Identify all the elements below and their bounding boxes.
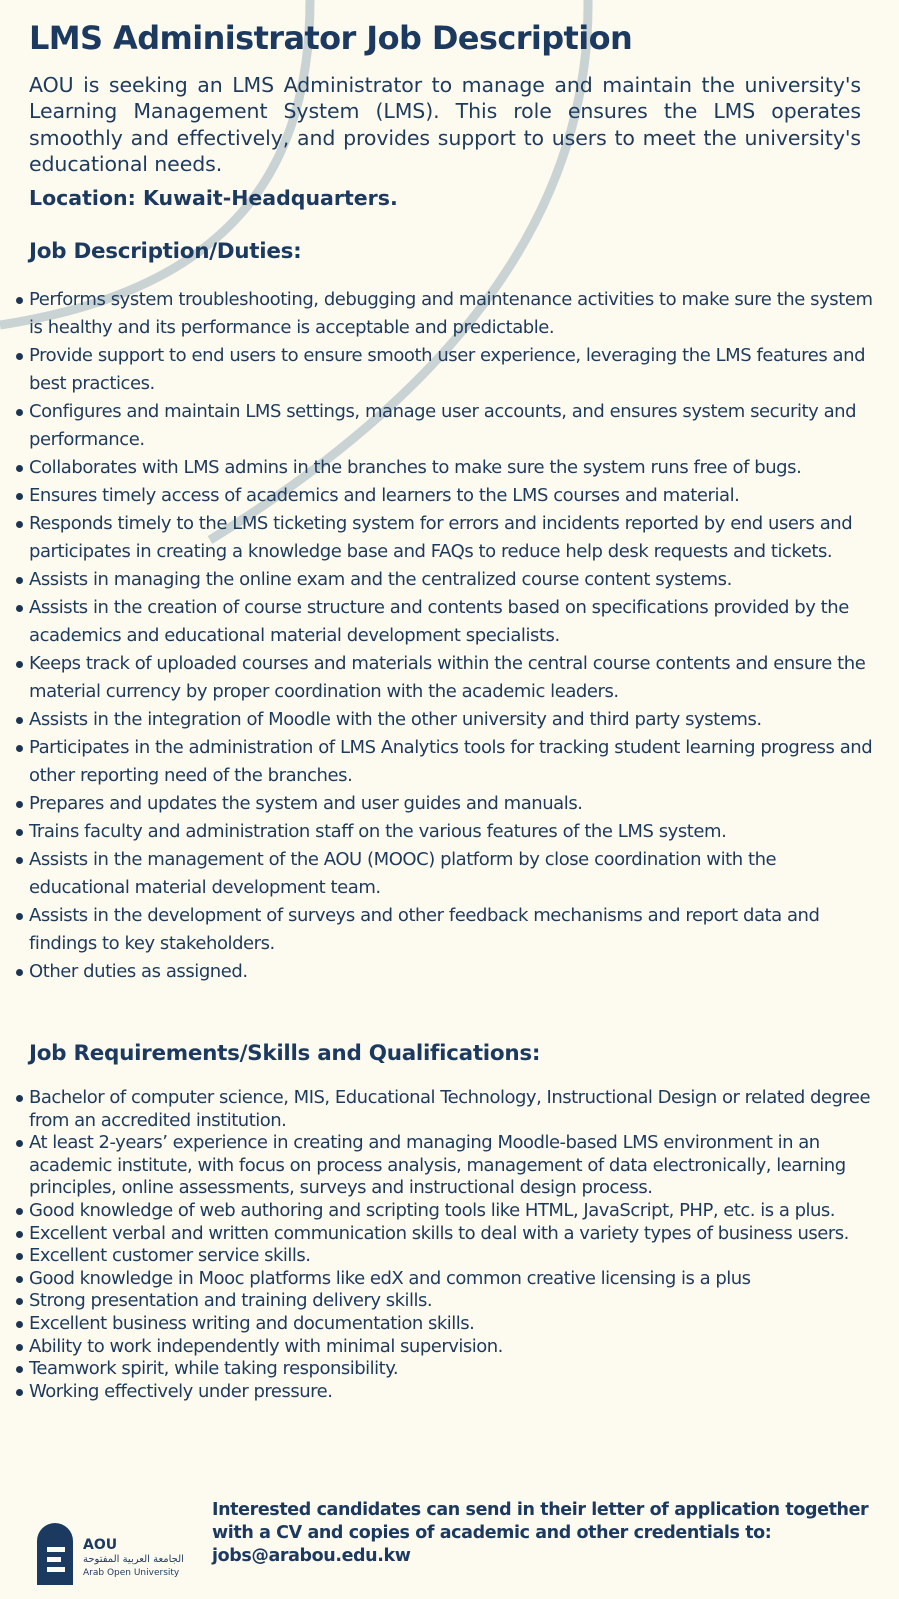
application-instructions: Interested candidates can send in their letter of application together with a CV and copies of academic and other credentials to: jobs@arabou.edu.kw — [212, 1500, 869, 1566]
requirement-text: Strong presentation and training delivery skills. — [29, 1290, 433, 1312]
list-item — [0, 482, 880, 510]
list-item — [0, 790, 880, 818]
list-item — [0, 398, 880, 454]
bullet-icon — [16, 913, 23, 920]
list-item — [0, 650, 880, 706]
list-item — [0, 342, 880, 398]
list-item — [0, 286, 880, 342]
bullet-icon — [16, 829, 23, 836]
duty-text: Configures and maintain LMS settings, manage user accounts, and ensures system security and performance. — [29, 401, 857, 450]
list-item — [0, 1132, 886, 1200]
list-item — [0, 1313, 886, 1336]
bullet-icon — [16, 1366, 23, 1373]
requirement-text: Working effectively under pressure. — [29, 1380, 333, 1402]
duty-text: Assists in the development of surveys and other feedback mechanisms and report data and findings to key stakeholders. — [29, 905, 820, 954]
list-item — [0, 594, 880, 650]
requirement-text: Excellent verbal and written communication skills to deal with a variety types of business users. — [29, 1222, 849, 1244]
bullet-icon — [16, 409, 23, 416]
requirements-list — [0, 1087, 886, 1403]
bullet-icon — [16, 297, 23, 304]
bullet-icon — [16, 1253, 23, 1260]
aou-logo — [37, 1523, 187, 1585]
list-item — [0, 1381, 886, 1404]
duties-list — [0, 286, 880, 986]
duty-text: Provide support to end users to ensure smooth user experience, leveraging the LMS features and best practices. — [29, 345, 866, 394]
list-item — [0, 958, 880, 986]
duty-text: Participates in the administration of LMS Analytics tools for tracking student learning progress and other reporting need of the branches. — [29, 737, 873, 786]
bullet-icon — [16, 1208, 23, 1215]
list-item — [0, 734, 880, 790]
bullet-icon — [16, 521, 23, 528]
bullet-icon — [16, 1231, 23, 1238]
bullet-icon — [16, 353, 23, 360]
list-item — [0, 1200, 886, 1223]
bullet-icon — [16, 1298, 23, 1305]
bullet-icon — [16, 577, 23, 584]
bullet-icon — [16, 857, 23, 864]
duty-text: Assists in the management of the AOU (MOOC) platform by close coordination with the educational material development team. — [29, 849, 777, 898]
requirement-text: Excellent business writing and documentation skills. — [29, 1312, 475, 1334]
duty-text: Assists in the creation of course structure and contents based on specifications provided by the academics and educational material development specialists. — [29, 597, 849, 646]
duty-text: Ensures timely access of academics and learners to the LMS courses and material. — [29, 485, 740, 506]
list-item — [0, 1223, 886, 1246]
bullet-icon — [16, 1276, 23, 1283]
page-title: LMS Administrator Job Description — [29, 19, 633, 57]
list-item — [0, 846, 880, 902]
list-item — [0, 566, 880, 594]
list-item — [0, 1358, 886, 1381]
bullet-icon — [16, 1321, 23, 1328]
logo-arabic-name: الجامعة العربية المفتوحة — [83, 1554, 184, 1565]
duty-text: Responds timely to the LMS ticketing system for errors and incidents reported by end users and participates in creating a knowledge base and FAQs to reduce help desk requests and tickets. — [29, 513, 853, 562]
duty-text: Keeps track of uploaded courses and materials within the central course contents and ensure the material currency by proper coordination with the academic leaders. — [29, 653, 866, 702]
logo-abbreviation: AOU — [83, 1537, 118, 1553]
bullet-icon — [16, 1344, 23, 1351]
requirement-text: Good knowledge of web authoring and scripting tools like HTML, JavaScript, PHP, etc. is a plus. — [29, 1199, 836, 1221]
bullet-icon — [16, 717, 23, 724]
bullet-icon — [16, 1095, 23, 1102]
duties-heading: Job Description/Duties: — [29, 239, 302, 264]
duty-text: Other duties as assigned. — [29, 961, 248, 982]
requirements-heading: Job Requirements/Skills and Qualifications: — [29, 1041, 541, 1066]
requirement-text: Bachelor of computer science, MIS, Educational Technology, Instructional Design or related degree from an accredited institution. — [29, 1087, 871, 1131]
bullet-icon — [16, 801, 23, 808]
bullet-icon — [16, 465, 23, 472]
bullet-icon — [16, 661, 23, 668]
list-item — [0, 1336, 886, 1359]
list-item — [0, 1268, 886, 1291]
duty-text: Assists in the integration of Moodle with the other university and third party systems. — [29, 709, 762, 730]
requirement-text: At least 2-years’ experience in creating and managing Moodle-based LMS environment in an academic institute, with focus on process analysis, management of data electronically, learning principles, online assessments, surveys and instructional design process. — [29, 1132, 846, 1199]
list-item — [0, 1290, 886, 1313]
list-item — [0, 902, 880, 958]
bullet-icon — [16, 745, 23, 752]
bullet-icon — [16, 1389, 23, 1396]
duty-text: Prepares and updates the system and user guides and manuals. — [29, 793, 583, 814]
logo-english-name: Arab Open University — [83, 1568, 180, 1578]
requirement-text: Excellent customer service skills. — [29, 1245, 311, 1267]
requirement-text: Ability to work independently with minimal supervision. — [29, 1335, 503, 1357]
list-item — [0, 454, 880, 482]
list-item — [0, 1087, 886, 1132]
list-item — [0, 1245, 886, 1268]
aou-logo-icon — [37, 1523, 77, 1585]
duty-text: Assists in managing the online exam and the centralized course content systems. — [29, 569, 732, 590]
requirement-text: Teamwork spirit, while taking responsibility. — [29, 1358, 399, 1380]
list-item — [0, 706, 880, 734]
bullet-icon — [16, 969, 23, 976]
bullet-icon — [16, 1140, 23, 1147]
requirement-text: Good knowledge in Mooc platforms like edX and common creative licensing is a plus — [29, 1267, 751, 1289]
location-line: Location: Kuwait-Headquarters. — [29, 186, 398, 210]
duty-text: Trains faculty and administration staff on the various features of the LMS system. — [29, 821, 727, 842]
bullet-icon — [16, 605, 23, 612]
duty-text: Collaborates with LMS admins in the branches to make sure the system runs free of bugs. — [29, 457, 802, 478]
list-item — [0, 818, 880, 846]
bullet-icon — [16, 493, 23, 500]
duty-text: Performs system troubleshooting, debugging and maintenance activities to make sure the system is healthy and its performance is acceptable and predictable. — [29, 289, 873, 338]
intro-paragraph: AOU is seeking an LMS Administrator to manage and maintain the university's Learning Management System (LMS). This role ensures the LMS operates smoothly and effectively, and provides support to users to meet the university's educational needs. — [29, 73, 861, 176]
list-item — [0, 510, 880, 566]
